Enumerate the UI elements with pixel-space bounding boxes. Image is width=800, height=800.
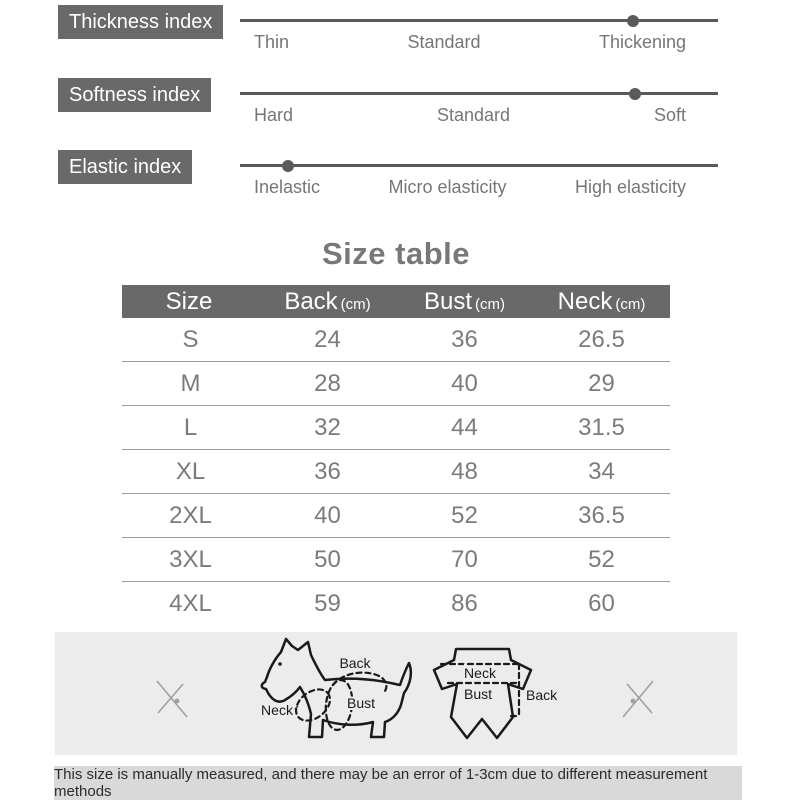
cell-size: S: [182, 325, 199, 353]
cell-size: L: [183, 413, 198, 441]
cell-bust: 86: [451, 589, 478, 617]
cell-back: 36: [314, 457, 341, 485]
elastic-index-row: [0, 150, 800, 212]
softness-option-standard: Standard: [436, 105, 511, 125]
table-row-m: [122, 362, 670, 406]
softness-options: [240, 105, 718, 126]
cell-bust: 44: [451, 413, 478, 441]
size-table: [122, 285, 670, 625]
table-row-4xl: [122, 582, 670, 625]
elastic-option-inelastic: Inelastic: [254, 177, 321, 197]
header-cell-bust: Bust (cm): [423, 287, 506, 315]
table-row-3xl: [122, 538, 670, 582]
garment-measure-diagram: [421, 643, 566, 743]
elastic-slider-dot: [282, 160, 294, 172]
cell-neck: 34: [588, 457, 615, 485]
dog-measure-diagram: [255, 635, 425, 750]
dog-outline: [262, 639, 411, 737]
softness-option-hard: Hard: [254, 105, 294, 125]
measurement-disclaimer: This size is manually measured, and there may be an error of 1-3cm due to different measurement methods: [54, 766, 708, 800]
dog-neck-label: Neck: [261, 702, 293, 718]
cell-size: 4XL: [169, 589, 212, 617]
garment-back-label: Back: [526, 687, 558, 703]
cell-back: 28: [314, 369, 341, 397]
header-cell-neck: Neck (cm): [557, 287, 646, 315]
table-row-xl: [122, 450, 670, 494]
dog-eye: [278, 662, 282, 666]
thickness-option-standard: Standard: [407, 32, 481, 52]
cut-mark-icon: [149, 676, 195, 722]
thickness-slider-dot: [627, 15, 639, 27]
footer-note: [54, 766, 742, 800]
table-row-2xl: [122, 494, 670, 538]
dog-back-label: Back: [339, 655, 371, 671]
elastic-slider: [240, 150, 718, 212]
thickness-slider: [240, 5, 718, 67]
elastic-index-label: Elastic index: [58, 150, 192, 184]
cell-neck: 31.5: [578, 413, 625, 441]
garment-bust-label: Bust: [463, 686, 493, 702]
thickness-option-thin: Thin: [254, 32, 290, 52]
cell-neck: 60: [588, 589, 615, 617]
cell-size: 2XL: [169, 501, 212, 529]
measurement-diagram-panel: [55, 632, 737, 755]
header-cell-size: Size: [165, 287, 213, 315]
size-table-header: [122, 285, 670, 318]
softness-slider: [240, 78, 718, 140]
cell-size: M: [180, 369, 201, 397]
dog-bust-label: Bust: [346, 695, 376, 711]
cell-neck: 26.5: [578, 325, 625, 353]
cell-neck: 52: [588, 545, 615, 573]
cell-back: 24: [314, 325, 341, 353]
cell-neck: 29: [588, 369, 615, 397]
softness-slider-track: [240, 92, 718, 95]
cell-bust: 70: [451, 545, 478, 573]
cell-bust: 40: [451, 369, 478, 397]
header-cell-back: Back (cm): [284, 287, 371, 315]
cell-size: 3XL: [169, 545, 212, 573]
thickness-slider-track: [240, 19, 718, 22]
elastic-option-micro: Micro elasticity: [388, 177, 507, 197]
thickness-index-row: [0, 5, 800, 67]
cell-back: 40: [314, 501, 341, 529]
softness-option-soft: Soft: [653, 105, 686, 125]
softness-index-row: [0, 78, 800, 140]
size-table-title: Size table: [322, 236, 470, 271]
elastic-options: [240, 177, 718, 198]
elastic-slider-track: [240, 164, 718, 167]
softness-slider-dot: [629, 88, 641, 100]
cell-size: XL: [175, 457, 206, 485]
cell-back: 50: [314, 545, 341, 573]
table-row-l: [122, 406, 670, 450]
garment-neck-label: Neck: [464, 665, 496, 681]
thickness-option-thickening: Thickening: [598, 32, 686, 52]
cell-bust: 36: [451, 325, 478, 353]
elastic-option-high: High elasticity: [574, 177, 686, 197]
cell-back: 59: [314, 589, 341, 617]
thickness-index-label: Thickness index: [58, 5, 223, 39]
cell-back: 32: [314, 413, 341, 441]
cell-bust: 52: [451, 501, 478, 529]
thickness-options: [240, 32, 718, 53]
softness-index-label: Softness index: [58, 78, 211, 112]
cell-neck: 36.5: [578, 501, 625, 529]
cut-mark-icon: [615, 676, 661, 722]
cell-bust: 48: [451, 457, 478, 485]
table-row-s: [122, 318, 670, 362]
